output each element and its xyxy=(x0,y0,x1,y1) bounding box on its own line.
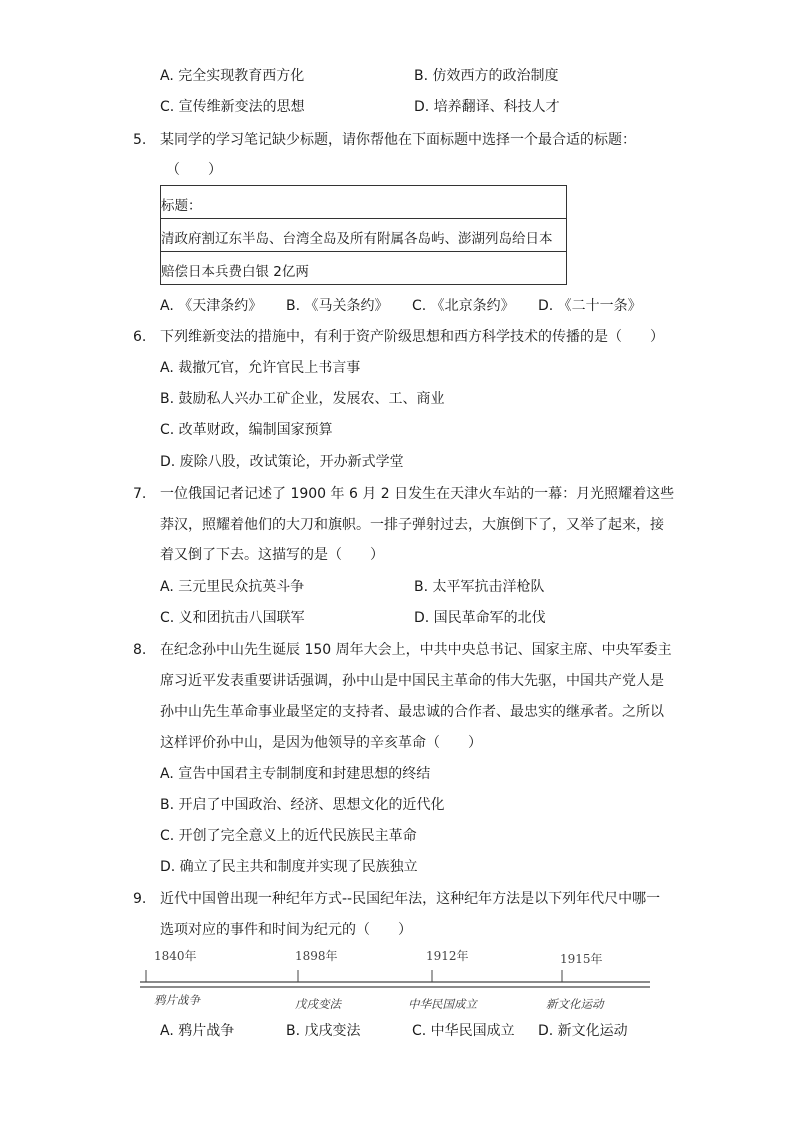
q7-option-d[interactable]: D. 国民革命军的北伐 xyxy=(414,610,546,626)
q9-stem-line: 近代中国曾出现一种纪年方式--民国纪年法，这种纪年方法是以下列年代尺中哪一 xyxy=(160,891,661,907)
timeline-year: 1912年 xyxy=(426,949,469,963)
q9-option-d[interactable]: D. 新文化运动 xyxy=(538,1023,628,1039)
q7-option-c[interactable]: C. 义和团抗击八国联军 xyxy=(160,610,305,626)
q8-stem-line: 孙中山先生革命事业最坚定的支持者、最忠诚的合作者、最忠实的继承者。之所以 xyxy=(160,704,664,720)
q5-option-c[interactable]: C. 《北京条约》 xyxy=(412,298,515,314)
q7-option-a[interactable]: A. 三元里民众抗英斗争 xyxy=(160,579,305,595)
timeline-event: 新文化运动 xyxy=(546,997,604,1011)
table-cell: 标题： xyxy=(161,198,202,214)
q4-option-c[interactable]: C. 宣传维新变法的思想 xyxy=(160,99,305,115)
table-cell: 清政府割辽东半岛、台湾全岛及所有附属各岛屿、澎湖列岛给日本 xyxy=(161,231,553,247)
timeline-event: 鸦片战争 xyxy=(154,993,200,1007)
timeline-event: 中华民国成立 xyxy=(408,997,477,1011)
q4-option-b[interactable]: B. 仿效西方的政治制度 xyxy=(414,68,559,84)
table-cell: 赔偿日本兵费白银 2亿两 xyxy=(161,264,309,280)
q8-option-d[interactable]: D. 确立了民主共和制度并实现了民族独立 xyxy=(160,859,418,875)
q6-option-a[interactable]: A. 裁撤冗官，允许官民上书言事 xyxy=(160,360,361,376)
q9-stem-line: 选项对应的事件和时间为纪元的（ ） xyxy=(160,922,412,938)
q5-option-a[interactable]: A. 《天津条约》 xyxy=(160,298,263,314)
timeline-year: 1898年 xyxy=(295,949,338,963)
q9-option-b[interactable]: B. 戊戌变法 xyxy=(286,1023,361,1039)
q9-option-a[interactable]: A. 鸦片战争 xyxy=(160,1023,235,1039)
q6-stem: 下列维新变法的措施中，有利于资产阶级思想和西方科学技术的传播的是（ ） xyxy=(160,329,664,345)
q8-number: 8. xyxy=(133,642,147,658)
q9-option-c[interactable]: C. 中华民国成立 xyxy=(412,1023,515,1039)
timeline-year: 1840年 xyxy=(154,949,197,963)
q6-option-b[interactable]: B. 鼓励私人兴办工矿企业，发展农、工、商业 xyxy=(160,391,445,407)
q6-option-c[interactable]: C. 改革财政，编制国家预算 xyxy=(160,422,333,438)
timeline-year: 1915年 xyxy=(560,952,603,966)
q8-stem-line: 这样评价孙中山，是因为他领导的辛亥革命（ ） xyxy=(160,735,482,751)
q7-stem-line: 莽汉，照耀着他们的大刀和旗帜。一排子弹射过去，大旗倒下了，又举了起来，接 xyxy=(160,517,664,533)
q9-number: 9. xyxy=(133,891,147,907)
q8-stem-line: 在纪念孙中山先生诞辰 150 周年大会上，中共中央总书记、国家主席、中央军委主 xyxy=(160,642,672,658)
q4-option-d[interactable]: D. 培养翻译、科技人才 xyxy=(414,99,560,115)
q9-timeline xyxy=(140,946,652,1014)
q8-option-a[interactable]: A. 宣告中国君主专制制度和封建思想的终结 xyxy=(160,766,431,782)
q7-stem-line: 一位俄国记者记述了 1900 年 6 月 2 日发生在天津火车站的一幕：月光照耀着这些 xyxy=(160,486,675,502)
q6-option-d[interactable]: D. 废除八股，改试策论，开办新式学堂 xyxy=(160,454,404,470)
q5-option-b[interactable]: B. 《马关条约》 xyxy=(286,298,389,314)
table-row-title xyxy=(160,185,567,219)
q7-stem-line: 着又倒了下去。这描写的是（ ） xyxy=(160,547,384,563)
q7-option-b[interactable]: B. 太平军抗击洋枪队 xyxy=(414,579,545,595)
q6-number: 6. xyxy=(133,329,147,345)
q5-stem: 某同学的学习笔记缺少标题，请你帮他在下面标题中选择一个最合适的标题： xyxy=(160,132,636,148)
q8-stem-line: 席习近平发表重要讲话强调，孙中山是中国民主革命的伟大先驱，中国共产党人是 xyxy=(160,673,664,689)
table-row xyxy=(160,251,567,285)
q4-option-a[interactable]: A. 完全实现教育西方化 xyxy=(160,68,305,84)
q5-number: 5. xyxy=(133,132,147,148)
q8-option-c[interactable]: C. 开创了完全意义上的近代民族民主革命 xyxy=(160,828,417,844)
q5-option-d[interactable]: D. 《二十一条》 xyxy=(538,298,642,314)
table-row xyxy=(160,218,567,252)
q7-number: 7. xyxy=(133,486,147,502)
timeline-event: 戊戌变法 xyxy=(295,997,341,1011)
q5-answer-paren: （ ） xyxy=(166,162,222,178)
q8-option-b[interactable]: B. 开启了中国政治、经济、思想文化的近代化 xyxy=(160,797,445,813)
